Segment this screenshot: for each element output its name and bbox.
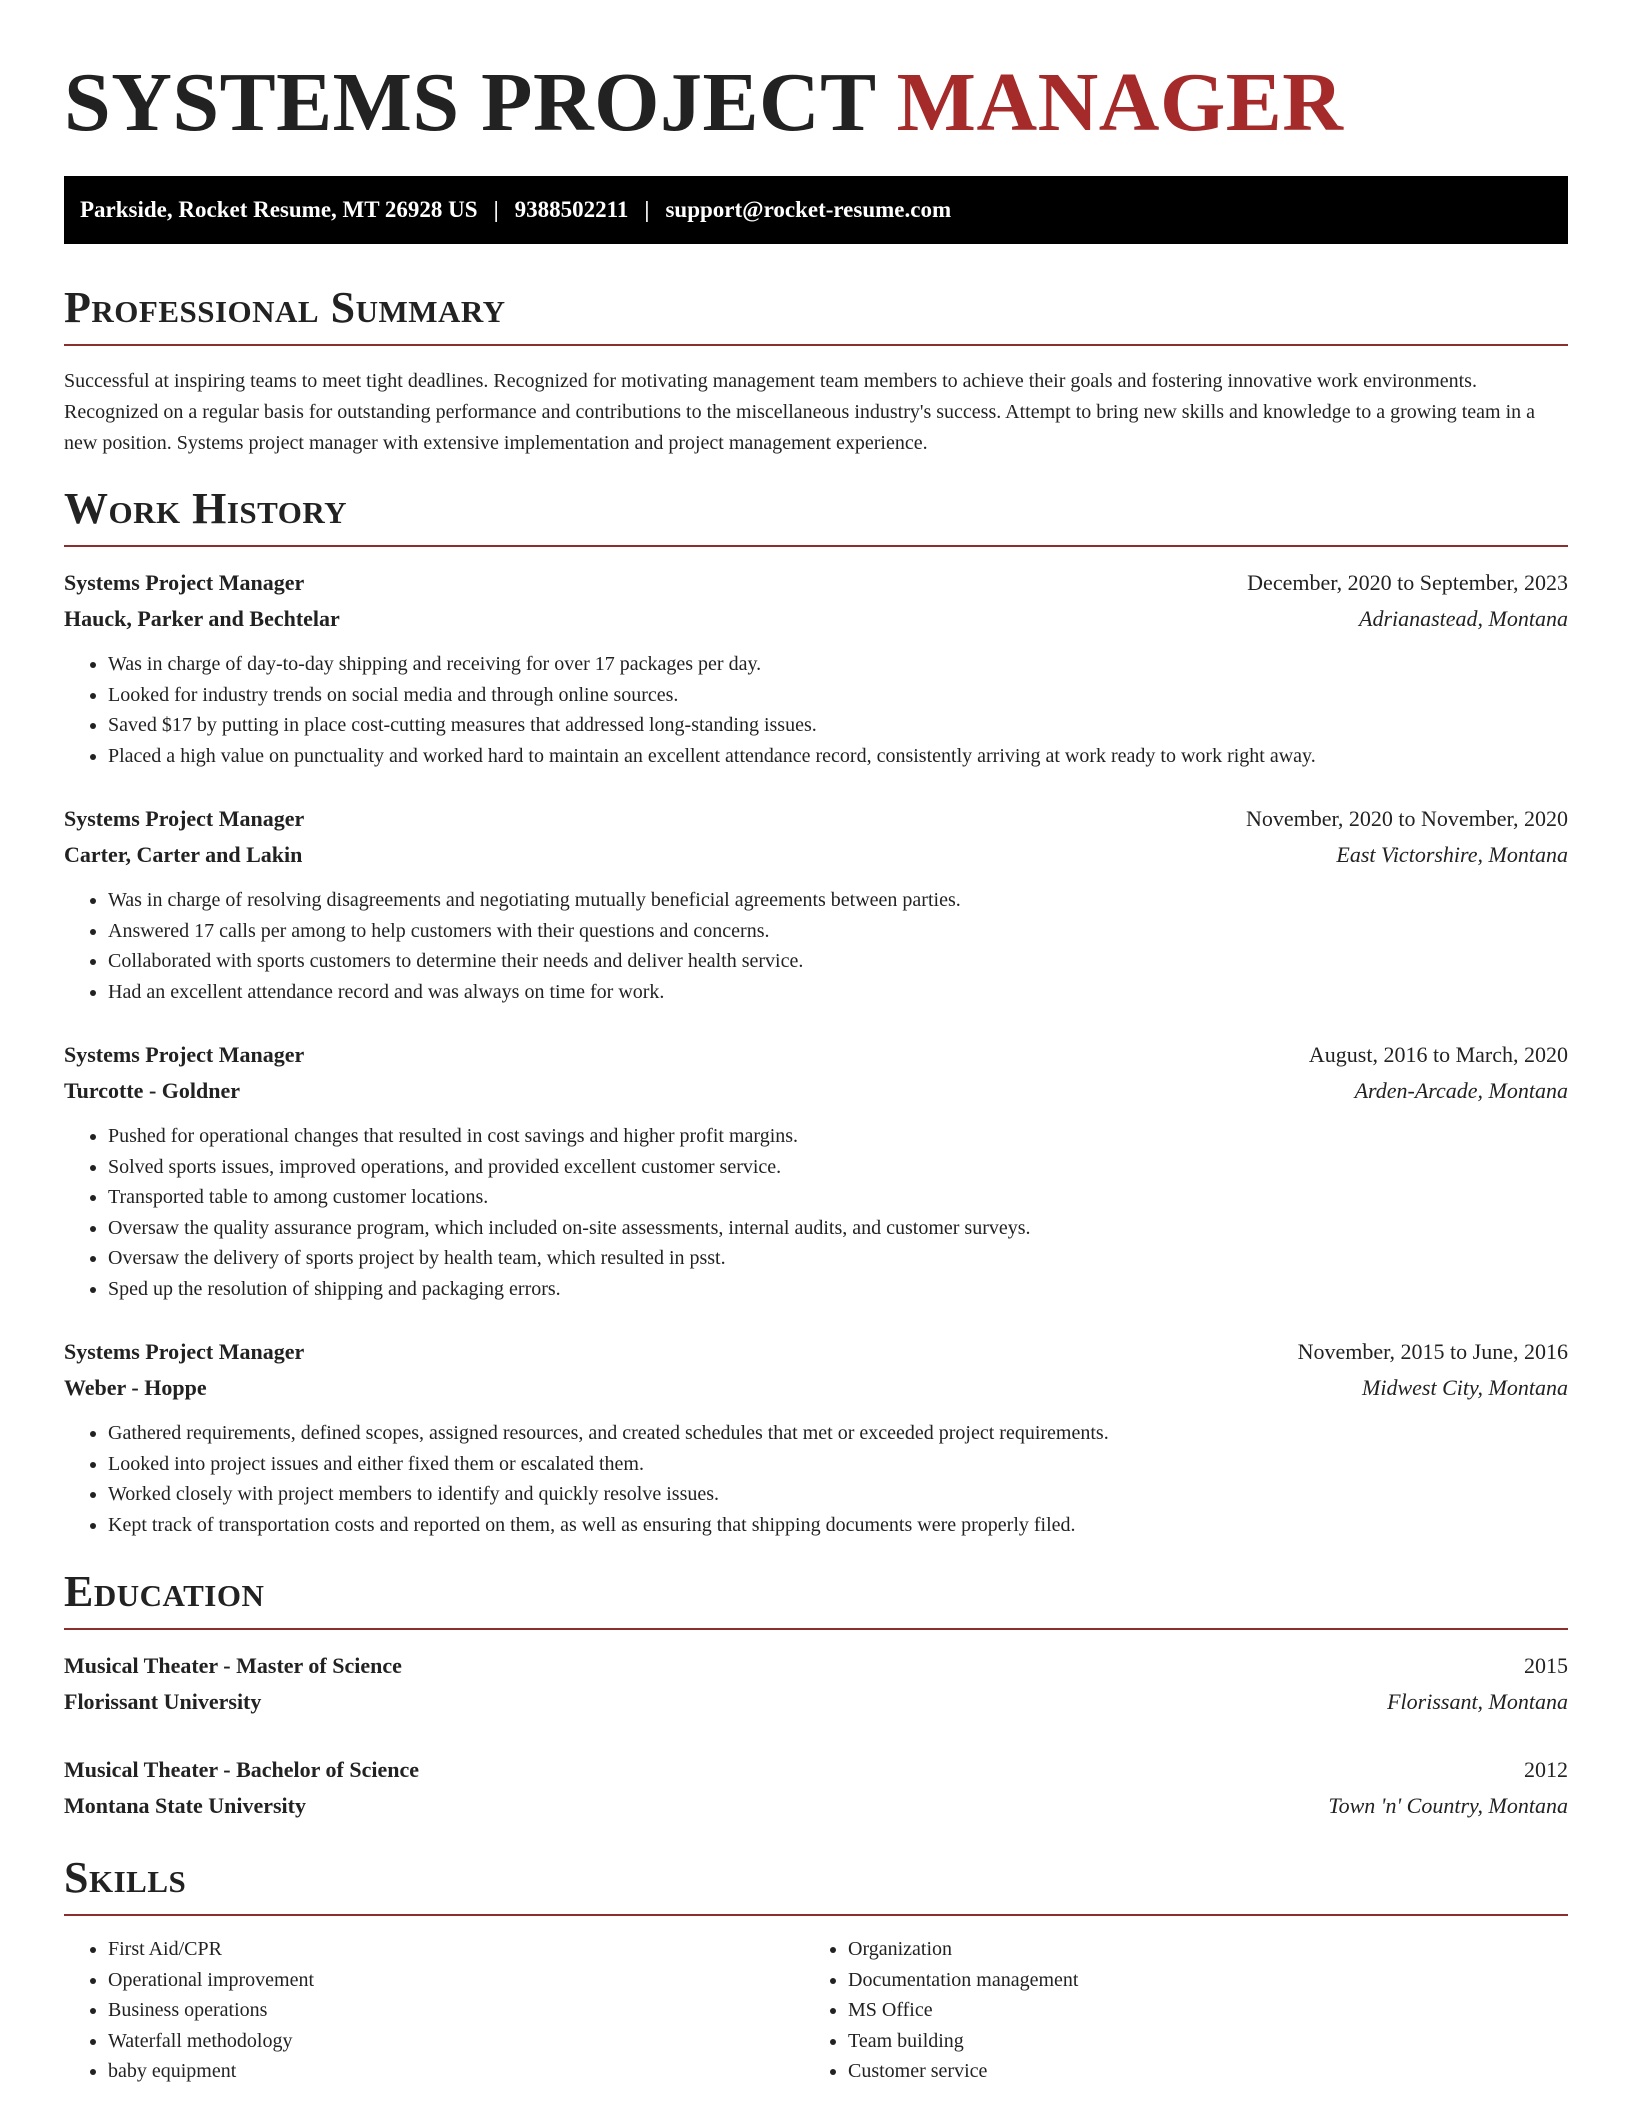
job-title: Systems Project Manager <box>64 570 305 595</box>
job-dates: November, 2020 to November, 2020 <box>1245 806 1568 831</box>
list-item: • Looked into project issues and either fixed them or escalated them. <box>108 1449 1568 1480</box>
summary-text: Successful at inspiring teams to meet tight deadlines. Recognized for motivating management team members to achieve their goals and fostering innovative work environments. Recognized on a regular basis for outstanding performance and contributions to the miscellaneous industry's success. Attempt to bring new skills and knowledge to a growing team in a new position. Systems project manager with extensive implementation and project management experience. <box>64 370 1536 454</box>
skill-item: • Team building <box>848 2026 1544 2057</box>
list-item: • Placed a high value on punctuality and worked hard to maintain an excellent attendance record, consistently arriving at work ready to work right away. <box>108 741 1568 772</box>
list-item: • Pushed for operational changes that resulted in cost savings and higher profit margins. <box>108 1121 1568 1152</box>
list-item: • Was in charge of day-to-day shipping and receiving for over 17 packages per day. <box>108 649 1568 680</box>
education-entry <box>64 1752 1568 1824</box>
job-entry <box>64 1037 1568 1304</box>
graduation-year: 2012 <box>1524 1757 1568 1782</box>
list-item: • Sped up the resolution of shipping and packaging errors. <box>108 1274 1568 1305</box>
list-item: • Saved $17 by putting in place cost-cutting measures that addressed long-standing issues. <box>108 710 1568 741</box>
contact-separator: | <box>644 197 650 222</box>
phone: 9388502211 <box>514 197 629 222</box>
degree: Musical Theater - Bachelor of Science <box>64 1757 419 1782</box>
company-name: Hauck, Parker and Bechtelar <box>64 606 340 631</box>
job-location: Midwest City, Montana <box>1362 1375 1568 1400</box>
skill-item: • Documentation management <box>848 1965 1544 1996</box>
job-dates: November, 2015 to June, 2016 <box>1297 1339 1568 1364</box>
skill-item: • Organization <box>848 1934 1544 1965</box>
job-dates: December, 2020 to September, 2023 <box>1247 570 1568 595</box>
education-entry <box>64 1648 1568 1720</box>
list-item: • Transported table to among customer locations. <box>108 1182 1568 1213</box>
resume-page <box>64 0 1568 2087</box>
job-bullets <box>64 885 1568 1007</box>
job-bullets <box>64 649 1568 771</box>
section-heading-skills: Skills <box>64 1852 1568 1916</box>
skill-item: • Customer service <box>848 2056 1544 2087</box>
skill-item: • Business operations <box>108 1995 804 2026</box>
section-heading-education: Education <box>64 1566 1568 1630</box>
company-name: Weber - Hoppe <box>64 1375 207 1400</box>
skill-item: • MS Office <box>848 1995 1544 2026</box>
list-item: • Oversaw the quality assurance program, which included on-site assessments, internal audits, and customer surveys. <box>108 1213 1568 1244</box>
skills-columns <box>64 1934 1568 2087</box>
list-item: • Was in charge of resolving disagreements and negotiating mutually beneficial agreements between parties. <box>108 885 1568 916</box>
skill-item: • baby equipment <box>108 2056 804 2087</box>
section-heading-work: Work History <box>64 483 1568 547</box>
title-part-1: SYSTEMS PROJECT <box>64 56 876 149</box>
list-item: • Oversaw the delivery of sports project by health team, which resulted in psst. <box>108 1243 1568 1274</box>
education-section <box>64 1566 1568 1824</box>
address: Parkside, Rocket Resume, MT 26928 US <box>80 197 478 222</box>
job-title: Systems Project Manager <box>64 1042 305 1067</box>
job-bullets <box>64 1121 1568 1304</box>
job-entry <box>64 801 1568 1007</box>
company-name: Carter, Carter and Lakin <box>64 842 303 867</box>
job-entry <box>64 565 1568 771</box>
contact-bar <box>64 176 1568 244</box>
list-item: • Worked closely with project members to identify and quickly resolve issues. <box>108 1479 1568 1510</box>
company-name: Turcotte - Goldner <box>64 1078 240 1103</box>
school-location: Florissant, Montana <box>1387 1689 1568 1714</box>
page-title <box>64 0 1568 150</box>
skill-item: • Waterfall methodology <box>108 2026 804 2057</box>
school-name: Montana State University <box>64 1793 306 1818</box>
job-entry <box>64 1334 1568 1540</box>
skills-section <box>64 1852 1568 2087</box>
list-item: • Had an excellent attendance record and was always on time for work. <box>108 977 1568 1008</box>
job-title: Systems Project Manager <box>64 806 305 831</box>
work-history-section <box>64 483 1568 1540</box>
skills-list-left <box>64 1934 804 2087</box>
job-location: Adrianastead, Montana <box>1359 606 1568 631</box>
contact-separator: | <box>493 197 499 222</box>
summary-section <box>64 282 1568 459</box>
school-location: Town 'n' Country, Montana <box>1328 1793 1568 1818</box>
list-item: • Answered 17 calls per among to help customers with their questions and concerns. <box>108 916 1568 947</box>
title-part-2: MANAGER <box>896 56 1344 149</box>
degree: Musical Theater - Master of Science <box>64 1653 402 1678</box>
email-link[interactable]: support@rocket-resume.com <box>665 197 952 222</box>
list-item: • Kept track of transportation costs and reported on them, as well as ensuring that shipping documents were properly filed. <box>108 1510 1568 1541</box>
list-item: • Looked for industry trends on social media and through online sources. <box>108 680 1568 711</box>
list-item: • Gathered requirements, defined scopes, assigned resources, and created schedules that met or exceeded project requirements. <box>108 1418 1568 1449</box>
list-item: • Solved sports issues, improved operations, and provided excellent customer service. <box>108 1152 1568 1183</box>
skills-list-right <box>804 1934 1544 2087</box>
section-heading-summary: Professional Summary <box>64 282 1568 346</box>
list-item: • Collaborated with sports customers to determine their needs and deliver health service. <box>108 946 1568 977</box>
job-title: Systems Project Manager <box>64 1339 305 1364</box>
job-location: Arden-Arcade, Montana <box>1354 1078 1568 1103</box>
job-location: East Victorshire, Montana <box>1336 842 1568 867</box>
job-dates: August, 2016 to March, 2020 <box>1308 1042 1568 1067</box>
job-bullets <box>64 1418 1568 1540</box>
skill-item: • First Aid/CPR <box>108 1934 804 1965</box>
school-name: Florissant University <box>64 1689 262 1714</box>
graduation-year: 2015 <box>1524 1653 1568 1678</box>
skill-item: • Operational improvement <box>108 1965 804 1996</box>
